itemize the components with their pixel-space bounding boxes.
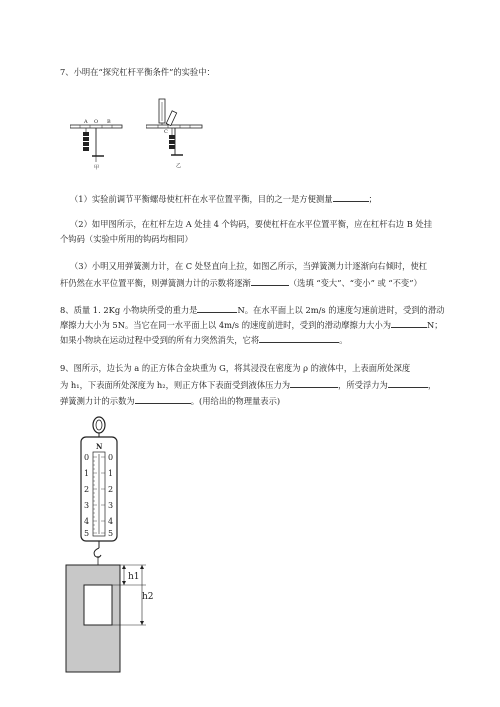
q8-line3: 如果小物块在运动过程中受到的所有力突然消失，它将 。 bbox=[60, 335, 348, 345]
q9-line2: 为 h₁，下表面所处深度为 h₂，则正方体下表面受到液体压力为 ，所受浮力为 ， bbox=[60, 380, 437, 390]
lever-figure-jia bbox=[70, 112, 126, 172]
label-h1: h1 bbox=[128, 572, 140, 582]
caption-yi: 乙 bbox=[176, 163, 182, 169]
scale-unit-label: N bbox=[96, 442, 103, 451]
scale-left-2: 2 bbox=[84, 485, 90, 494]
q7-title: 7、小明在“探究杠杆平衡条件”的实验中： bbox=[60, 67, 215, 77]
scale-right-4: 4 bbox=[108, 517, 114, 526]
q7-part1: （1）实验前调节平衡螺母使杠杆在水平位置平衡，目的之一是方便测量 ； bbox=[70, 194, 377, 204]
caption-jia: 甲 bbox=[94, 165, 100, 171]
spring-scale-figure bbox=[62, 415, 162, 677]
label-o: O bbox=[94, 119, 99, 125]
q7-part2-line1: （2）如甲图所示，在杠杆左边 A 处挂 4 个钩码，要使杠杆在水平位置平衡，应在杠杆右边 B 处挂 bbox=[70, 219, 433, 229]
answer-blank-9-2[interactable] bbox=[388, 378, 428, 388]
q7-part3-line1: （3）小明又用弹簧测力计，在 C 处竖直向上拉，如图乙所示，当弹簧测力计逐渐向右倾时，使杠 bbox=[70, 261, 428, 271]
label-a: A bbox=[84, 119, 88, 125]
label-c: C bbox=[164, 129, 168, 135]
scale-right-3: 3 bbox=[108, 501, 114, 510]
scale-left-4: 4 bbox=[84, 517, 90, 526]
q7-part2-line2: 个钩码（实验中所用的钩码均相同） bbox=[60, 234, 193, 244]
q7-part3-line2: 杆仍然在水平位置平衡，则弹簧测力计的示数将逐渐 （选填 “变大”、“变小” 或 “不变”） bbox=[60, 278, 422, 288]
scale-right-1: 1 bbox=[108, 469, 114, 478]
scale-left-0: 0 bbox=[84, 453, 90, 462]
scale-right-5: 5 bbox=[108, 529, 114, 538]
lever-figure-yi bbox=[146, 97, 210, 172]
scale-left-1: 1 bbox=[84, 469, 90, 478]
answer-blank-7-1[interactable] bbox=[333, 192, 369, 202]
scale-left-3: 3 bbox=[84, 501, 90, 510]
q8-line2: 摩擦力大小为 5N。当它在同一水平面上以 4m/s 的速度前进时，受到的滑动摩擦力大小为 N； bbox=[60, 320, 443, 330]
label-h2: h2 bbox=[142, 592, 154, 602]
answer-blank-8-1[interactable] bbox=[197, 303, 237, 313]
answer-blank-9-1[interactable] bbox=[290, 378, 338, 388]
answer-blank-9-3[interactable] bbox=[135, 394, 191, 404]
q9-line3: 弹簧测力计的示数为 。(用给出的物理量表示) bbox=[60, 396, 281, 406]
answer-blank-8-2[interactable] bbox=[391, 318, 427, 328]
scale-right-2: 2 bbox=[108, 485, 114, 494]
answer-blank-8-3[interactable] bbox=[259, 333, 339, 343]
answer-blank-7-3[interactable] bbox=[251, 276, 289, 286]
q8-line1: 8、质量 1. 2Kg 小物块所受的重力是 N。在水平面上以 2m/s 的速度匀速前进时，受到的滑动 bbox=[60, 305, 445, 315]
q9-line1: 9、图所示，边长为 a 的正方体合金块重为 G，将其浸没在密度为 ρ 的液体中，上表面所处深度 bbox=[60, 363, 411, 373]
scale-right-0: 0 bbox=[108, 453, 114, 462]
label-b: B bbox=[107, 119, 111, 125]
scale-left-5: 5 bbox=[84, 529, 90, 538]
